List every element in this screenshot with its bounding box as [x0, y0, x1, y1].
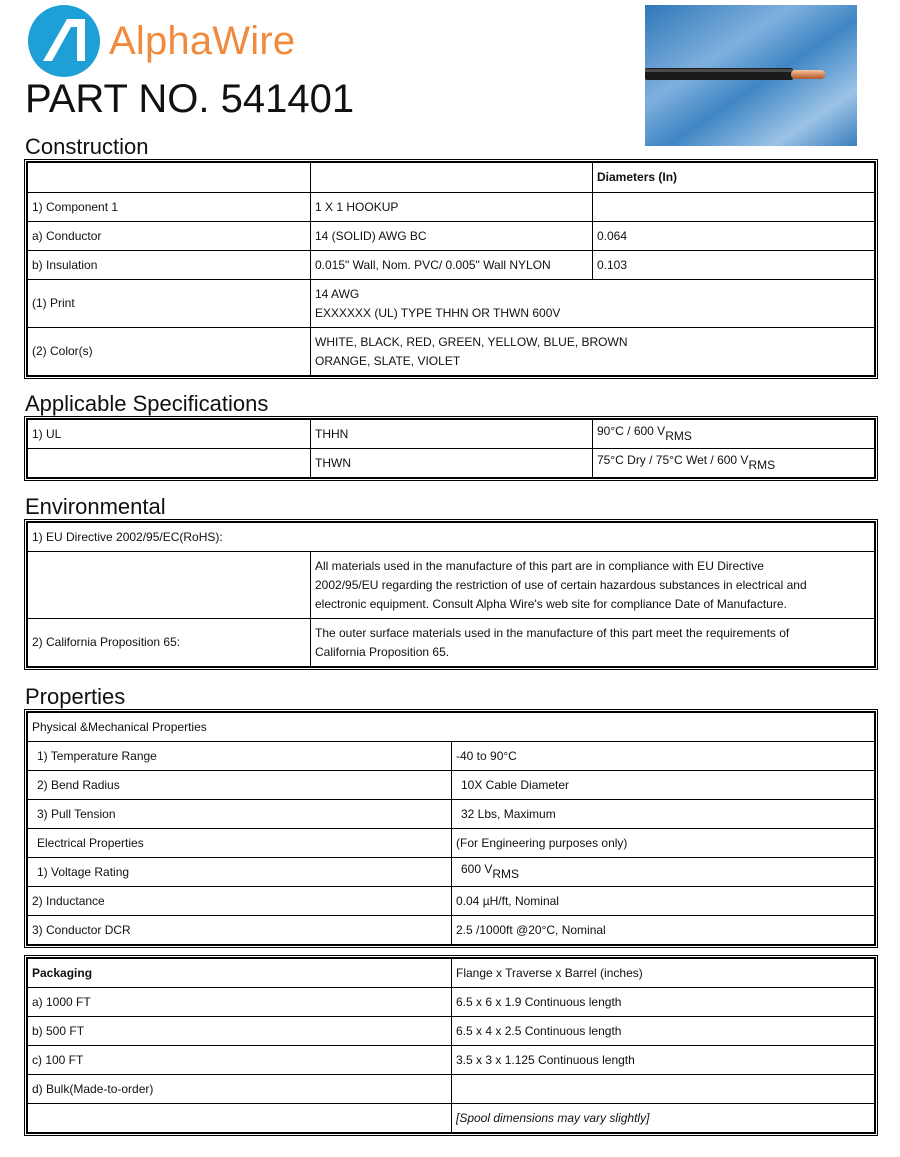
prop-value: 32 Lbs, Maximum — [452, 800, 875, 829]
empty-cell — [28, 1104, 452, 1133]
spec-label — [28, 449, 311, 478]
eu-directive-row — [28, 523, 875, 552]
row-label: 1) Component 1 — [28, 193, 311, 222]
colors-line: ORANGE, SLATE, VIOLET — [315, 353, 461, 368]
eu-line: All materials used in the manufacture of this part are in compliance with EU Directive — [315, 558, 764, 573]
table-row — [28, 916, 875, 945]
packaging-col-header: Flange x Traverse x Barrel (inches) — [452, 959, 875, 988]
table-row — [28, 193, 875, 222]
ca-prop65-label: 2) California Proposition 65: — [28, 619, 311, 667]
colors-text — [311, 328, 875, 376]
environmental-title: Environmental — [25, 494, 166, 519]
table-row — [28, 420, 875, 449]
packaging-note: [Spool dimensions may vary slightly] — [452, 1104, 875, 1133]
spec-label: 1) UL — [28, 420, 311, 449]
specs-title: Applicable Specifications — [25, 391, 269, 416]
environmental-table — [24, 519, 878, 670]
table-row — [28, 887, 875, 916]
row-value: 0.015" Wall, Nom. PVC/ 0.005" Wall NYLON — [311, 251, 593, 280]
row-value: 14 (SOLID) AWG BC — [311, 222, 593, 251]
eu-line: electronic equipment. Consult Alpha Wire's web site for compliance Date of Manufacture. — [315, 596, 787, 611]
physical-header-row — [28, 713, 875, 742]
row-label: b) Insulation — [28, 251, 311, 280]
prop-label: 2) Bend Radius — [28, 771, 452, 800]
prop-label: 1) Temperature Range — [28, 742, 452, 771]
empty-cell — [28, 163, 311, 193]
table-row — [28, 449, 875, 478]
electrical-header-row — [28, 829, 875, 858]
row-label: a) Conductor — [28, 222, 311, 251]
package-label: d) Bulk(Made-to-order) — [28, 1075, 452, 1104]
prop-value — [452, 858, 875, 887]
package-value — [452, 1075, 875, 1104]
construction-table — [24, 159, 878, 379]
prop-value: 2.5 /1000ft @20°C, Nominal — [452, 916, 875, 945]
print-line: 14 AWG — [315, 286, 360, 301]
spec-rating — [593, 420, 875, 449]
part-number-title: PART NO. 541401 — [25, 77, 355, 121]
packaging-table — [24, 955, 878, 1136]
row-diameter — [593, 193, 875, 222]
spec-rating — [593, 449, 875, 478]
print-text — [311, 280, 875, 328]
packaging-header-row — [28, 959, 875, 988]
eu-directive-text-row — [28, 552, 875, 619]
package-value: 6.5 x 4 x 2.5 Continuous length — [452, 1017, 875, 1046]
table-row — [28, 222, 875, 251]
spec-rating-value: 90°C / 600 V — [597, 424, 666, 438]
package-value: 6.5 x 6 x 1.9 Continuous length — [452, 988, 875, 1017]
table-row — [28, 742, 875, 771]
construction-title: Construction — [25, 134, 149, 159]
rms-unit: RMS — [492, 867, 520, 881]
prop-value: -40 to 90°C — [452, 742, 875, 771]
prop-value: 0.04 µH/ft, Nominal — [452, 887, 875, 916]
row-diameter: 0.103 — [593, 251, 875, 280]
packaging-header: Packaging — [28, 959, 452, 988]
spec-type: THHN — [311, 420, 593, 449]
colors-label: (2) Color(s) — [28, 328, 311, 376]
construction-header-row — [28, 163, 875, 193]
row-value: 1 X 1 HOOKUP — [311, 193, 593, 222]
eu-directive-text — [311, 552, 875, 619]
brand-name: AlphaWire — [109, 19, 296, 63]
package-label: a) 1000 FT — [28, 988, 452, 1017]
prop-label: 3) Conductor DCR — [28, 916, 452, 945]
ca-prop65-row — [28, 619, 875, 667]
package-label: b) 500 FT — [28, 1017, 452, 1046]
package-label: c) 100 FT — [28, 1046, 452, 1075]
print-line: EXXXXXX (UL) TYPE THHN OR THWN 600V — [315, 305, 561, 320]
table-row — [28, 988, 875, 1017]
print-label: (1) Print — [28, 280, 311, 328]
table-row — [28, 858, 875, 887]
eu-directive-label: 1) EU Directive 2002/95/EC(RoHS): — [28, 523, 875, 552]
prop-value: 10X Cable Diameter — [452, 771, 875, 800]
ca-line: The outer surface materials used in the manufacture of this part meet the requirements of — [315, 625, 790, 640]
empty-cell — [311, 163, 593, 193]
table-row — [28, 800, 875, 829]
properties-title: Properties — [25, 684, 126, 709]
table-row — [28, 771, 875, 800]
spec-type: THWN — [311, 449, 593, 478]
spec-rating-value: 75°C Dry / 75°C Wet / 600 V — [597, 453, 749, 467]
row-diameter: 0.064 — [593, 222, 875, 251]
rms-unit: RMS — [748, 458, 776, 472]
ca-prop65-text — [311, 619, 875, 667]
alphawire-logo — [27, 4, 295, 78]
electrical-note: (For Engineering purposes only) — [452, 829, 875, 858]
prop-label: 2) Inductance — [28, 887, 452, 916]
properties-table — [24, 709, 878, 948]
specs-table — [24, 416, 878, 481]
alphawire-logo-icon — [27, 4, 101, 78]
table-row — [28, 1017, 875, 1046]
packaging-note-row — [28, 1104, 875, 1133]
prop-label: 3) Pull Tension — [28, 800, 452, 829]
diameters-header: Diameters (In) — [593, 163, 875, 193]
prop-label: 1) Voltage Rating — [28, 858, 452, 887]
wire-product-photo — [645, 5, 857, 146]
table-row — [28, 1046, 875, 1075]
eu-line: 2002/95/EU regarding the restriction of use of certain hazardous substances in electrical and — [315, 577, 807, 592]
table-row — [28, 251, 875, 280]
package-value: 3.5 x 3 x 1.125 Continuous length — [452, 1046, 875, 1075]
physical-header: Physical &Mechanical Properties — [28, 713, 875, 742]
empty-cell — [28, 552, 311, 619]
rms-unit: RMS — [665, 429, 692, 443]
electrical-header: Electrical Properties — [28, 829, 452, 858]
voltage-value: 600 V — [461, 862, 493, 876]
colors-line: WHITE, BLACK, RED, GREEN, YELLOW, BLUE, BROWN — [315, 334, 628, 349]
ca-line: California Proposition 65. — [315, 644, 450, 659]
colors-row — [28, 328, 875, 376]
table-row — [28, 1075, 875, 1104]
print-row — [28, 280, 875, 328]
